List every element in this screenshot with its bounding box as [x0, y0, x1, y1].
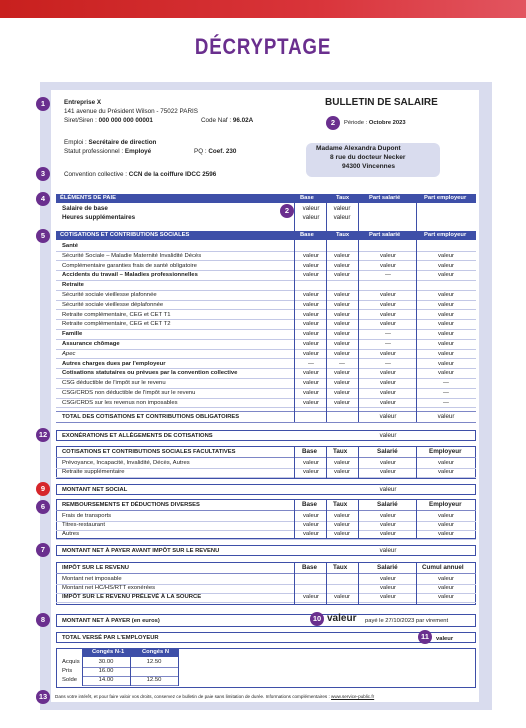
- col-salarie: Salarié: [377, 564, 398, 571]
- conges-divider: [130, 648, 131, 686]
- siret-value: 000 000 000 00001: [98, 117, 153, 124]
- cotisation-cell: —: [385, 360, 391, 367]
- cotisation-cell: valeur: [302, 311, 320, 318]
- conges-cell: 12.50: [146, 659, 162, 665]
- col-part-employeur: Part employeur: [424, 195, 467, 201]
- facultatives-cell: valeur: [379, 469, 397, 475]
- cotisation-row-label: Autres charges dues par l'employeur: [62, 360, 166, 367]
- cotisation-row-label: Accidents du travail – Maladies professionnelles: [62, 272, 198, 279]
- emploi-label: Emploi :: [64, 139, 87, 146]
- statut-label: Statut professionnel :: [64, 148, 124, 155]
- col-base: Base: [300, 232, 314, 238]
- employee-city: 94300 Vincennes: [342, 163, 396, 170]
- cotisation-cell: valeur: [437, 350, 455, 357]
- remboursements-row-label: Autres: [62, 531, 80, 537]
- employer-address: 141 avenue du Président Wilson - 75022 PARIS: [64, 108, 198, 115]
- cotisation-cell: valeur: [333, 321, 351, 328]
- remboursements-cell: valeur: [379, 531, 397, 537]
- remboursements-row-label: Titres-restaurant: [62, 522, 105, 528]
- employer-siret: [64, 117, 153, 125]
- cotisation-row-label: Assurance chômage: [62, 341, 120, 347]
- badge-13: 13: [36, 690, 50, 704]
- column-divider: [294, 194, 295, 422]
- elements-row-label: Salaire de base: [62, 205, 108, 212]
- col-base: Base: [300, 195, 314, 201]
- col-salarie: Salarié: [377, 448, 398, 455]
- badge-9: 9: [36, 482, 50, 496]
- facultatives-cell: valeur: [437, 469, 455, 475]
- badge-1: 1: [36, 97, 50, 111]
- cotisation-row-label: CSG/CRDS non déductible de l'impôt sur le revenu: [62, 390, 196, 396]
- net-a-payer-note: payé le 27/10/2023 par virement: [365, 618, 449, 624]
- column-divider: [326, 562, 327, 605]
- employee-name: Madame Alexandra Dupont: [316, 145, 401, 152]
- cotisation-cell: valeur: [333, 331, 351, 338]
- elements-cell: valeur: [333, 214, 351, 221]
- remboursements-cell: valeur: [437, 522, 455, 528]
- column-divider: [416, 562, 417, 605]
- net-avant-impot-label: MONTANT NET À PAYER AVANT IMPÔT SUR LE REVENU: [62, 548, 220, 554]
- badge-12: 12: [36, 428, 50, 442]
- cotisation-cell: valeur: [302, 301, 320, 308]
- net-a-payer-label: MONTANT NET À PAYER (en euros): [62, 618, 160, 624]
- divider: [56, 573, 476, 574]
- col-conges-n-1: Congés N-1: [92, 649, 125, 655]
- cotisation-cell: valeur: [333, 341, 351, 347]
- remboursements-title: REMBOURSEMENTS ET DÉDUCTIONS DIVERSES: [62, 502, 200, 508]
- col-conges-n: Congés N: [142, 649, 170, 655]
- net-a-payer-value: valeur: [327, 613, 357, 624]
- cotisation-cell: valeur: [302, 272, 320, 279]
- impot-cell: valeur: [437, 594, 455, 600]
- impot-cell: valeur: [379, 594, 397, 600]
- column-divider: [416, 446, 417, 479]
- conges-cell: 14.00: [98, 677, 114, 683]
- impot-cell: valeur: [437, 576, 455, 582]
- impot-row-label: Montant net HC/HS/RTT exonérées: [62, 585, 156, 591]
- cotisation-cell: valeur: [437, 311, 455, 318]
- col-part-salarie: Part salarié: [369, 232, 401, 238]
- exonerations-value: valeur: [379, 432, 397, 439]
- cotisation-cell: valeur: [379, 370, 397, 377]
- cotisation-cell: valeur: [333, 301, 351, 308]
- cotisation-row-label: Sécurité sociale vieillesse déplafonnée: [62, 301, 164, 308]
- facultatives-cell: valeur: [302, 469, 320, 475]
- col-taux: Taux: [336, 195, 350, 201]
- cotisations-total-salarie: valeur: [379, 413, 397, 420]
- employee-street: 8 rue du docteur Necker: [330, 154, 406, 161]
- cotisation-cell: valeur: [333, 252, 351, 259]
- net-avant-impot-value: valeur: [379, 547, 397, 554]
- impot-title: IMPÔT SUR LE REVENU: [62, 565, 129, 571]
- cotisations-total-line: [56, 411, 476, 412]
- cotisation-cell: valeur: [379, 399, 397, 406]
- cotisation-cell: valeur: [379, 252, 397, 259]
- cotisation-row-label: Famille: [62, 331, 83, 338]
- col-cumul: Cumul annuel: [422, 564, 464, 571]
- conges-cell: 30.00: [98, 659, 114, 665]
- impot-row-label: IMPÔT SUR LE REVENU PRÉLEVÉ À LA SOURCE: [62, 594, 202, 600]
- pq: [194, 148, 236, 156]
- cotisation-cell: valeur: [333, 350, 351, 357]
- facultatives-cell: valeur: [302, 460, 320, 466]
- cotisation-cell: —: [443, 399, 449, 406]
- remboursements-cell: valeur: [379, 522, 397, 528]
- column-divider: [326, 446, 327, 479]
- conges-cell: 12.50: [146, 677, 162, 683]
- cotisation-cell: —: [443, 380, 449, 387]
- elements-cell: valeur: [333, 205, 351, 212]
- col-taux: Taux: [333, 448, 348, 455]
- col-base: Base: [302, 564, 318, 571]
- employer-naf: [201, 117, 253, 125]
- cotisation-cell: valeur: [333, 292, 351, 298]
- cotisation-cell: valeur: [302, 252, 320, 259]
- exonerations-label: EXONÉRATIONS ET ALLÈGEMENTS DE COTISATIONS: [62, 433, 213, 439]
- conges-divider: [178, 648, 179, 686]
- facultatives-cell: valeur: [333, 460, 351, 466]
- cotisation-cell: valeur: [302, 321, 320, 328]
- cotisation-cell: valeur: [379, 390, 397, 396]
- impot-cell: valeur: [379, 585, 397, 591]
- remboursements-cell: valeur: [302, 513, 320, 519]
- column-divider: [294, 562, 295, 605]
- cotisation-cell: valeur: [379, 321, 397, 328]
- net-social-label: MONTANT NET SOCIAL: [62, 487, 128, 493]
- remboursements-cell: valeur: [437, 531, 455, 537]
- total-employeur-label: TOTAL VERSÉ PAR L'EMPLOYEUR: [62, 635, 159, 641]
- cotisation-cell: valeur: [379, 262, 397, 269]
- badge-6: 6: [36, 500, 50, 514]
- remboursements-cell: valeur: [333, 522, 351, 528]
- divider: [56, 422, 476, 423]
- column-divider: [326, 194, 327, 422]
- cotisation-cell: valeur: [437, 272, 455, 279]
- col-employeur: Employeur: [429, 448, 462, 455]
- facultatives-cell: valeur: [333, 469, 351, 475]
- cotisation-cell: valeur: [437, 341, 455, 347]
- badge-4: 4: [36, 192, 50, 206]
- badge-2: 2: [326, 116, 340, 130]
- cotisation-cell: valeur: [437, 370, 455, 377]
- periode: [344, 119, 406, 127]
- periode-label: Période :: [344, 120, 368, 126]
- statut-value: Employé: [124, 148, 152, 155]
- divider: [56, 510, 476, 511]
- column-divider: [416, 499, 417, 539]
- remboursements-cell: valeur: [302, 522, 320, 528]
- badge-3: 3: [36, 167, 50, 181]
- emploi: [64, 139, 156, 147]
- facultatives-row-label: Prévoyance, Incapacité, Invalidité, Décès, Autres: [62, 460, 190, 466]
- badge-8: 8: [36, 613, 50, 627]
- badge-2b: 2: [280, 204, 294, 218]
- row-divider: [56, 602, 476, 603]
- facultatives-row-label: Retraite supplémentaire: [62, 469, 125, 475]
- elements-header: [56, 194, 476, 203]
- column-divider: [326, 499, 327, 539]
- convention-value: CCN de la coiffure IDCC 2596: [128, 171, 217, 178]
- row-divider: [56, 539, 476, 540]
- pq-label: PQ :: [194, 148, 207, 155]
- cotisation-cell: valeur: [302, 370, 320, 377]
- cotisations-total-employeur: valeur: [437, 413, 455, 420]
- conges-row-label: Acquis: [62, 659, 80, 665]
- cotisation-row-label: Cotisations statutaires ou prévues par la convention collective: [62, 370, 238, 377]
- col-base: Base: [302, 448, 318, 455]
- conges-divider: [82, 648, 83, 686]
- cotisations-title: COTISATIONS ET CONTRIBUTIONS SOCIALES: [60, 232, 190, 238]
- elements-row-label: Heures supplémentaires: [62, 214, 136, 221]
- divider: [56, 457, 476, 458]
- cotisation-cell: valeur: [302, 341, 320, 347]
- employer-name: Entreprise X: [64, 99, 102, 106]
- column-divider: [358, 446, 359, 479]
- cotisation-cell: valeur: [379, 311, 397, 318]
- cotisation-cell: —: [443, 390, 449, 396]
- cotisation-row-label: Santé: [62, 243, 79, 249]
- cotisation-row-label: Retraite: [62, 282, 84, 289]
- impot-row-label: Montant net imposable: [62, 576, 122, 582]
- row-divider: [56, 280, 476, 281]
- siret-label: Siret/Siren :: [64, 117, 97, 124]
- cotisation-cell: valeur: [333, 370, 351, 377]
- elements-cell: valeur: [302, 214, 320, 221]
- cotisation-cell: valeur: [333, 272, 351, 279]
- column-divider: [358, 499, 359, 539]
- convention-label: Convention collective :: [64, 171, 128, 178]
- cotisation-cell: valeur: [333, 399, 351, 406]
- emploi-value: Secrétaire de direction: [88, 139, 157, 146]
- column-divider: [294, 499, 295, 539]
- conges-cell: 16.00: [98, 668, 114, 674]
- cotisation-row-label: Retraite complémentaire, CEG et CET T2: [62, 321, 171, 328]
- cotisation-cell: valeur: [379, 292, 397, 298]
- top-banner: [0, 0, 526, 18]
- net-social-value: valeur: [379, 486, 397, 493]
- page-title: DÉCRYPTAGE: [194, 34, 332, 59]
- cotisation-row-label: Apec: [62, 350, 76, 357]
- facultatives-cell: valeur: [437, 460, 455, 466]
- naf-label: Code Naf :: [201, 117, 232, 124]
- cotisation-cell: valeur: [302, 399, 320, 406]
- badge-5: 5: [36, 229, 50, 243]
- col-salarie: Salarié: [377, 501, 398, 508]
- remboursements-row-label: Frais de transports: [62, 513, 112, 519]
- col-employeur: Employeur: [429, 501, 462, 508]
- cotisation-cell: valeur: [437, 301, 455, 308]
- cotisation-cell: valeur: [437, 360, 455, 367]
- cotisation-cell: valeur: [333, 380, 351, 387]
- cotisation-cell: valeur: [302, 350, 320, 357]
- col-base: Base: [302, 501, 318, 508]
- footer-text: Dans votre intérêt, et pour faire valoir vos droits, conservez ce bulletin de paie sans limitation de durée. Informations complémentaires :: [55, 694, 330, 699]
- impot-cell: valeur: [302, 594, 320, 600]
- badge-10: 10: [310, 612, 324, 626]
- footer-link[interactable]: www.service-public.fr: [331, 694, 375, 699]
- cotisation-row-label: Sécurité sociale vieillesse plafonnée: [62, 292, 157, 298]
- cotisation-cell: —: [385, 331, 391, 338]
- pq-value: Coef. 230: [208, 148, 237, 155]
- column-divider: [358, 562, 359, 605]
- elements-title: ÉLÉMENTS DE PAIE: [60, 195, 116, 201]
- column-divider: [358, 194, 359, 422]
- cotisation-cell: valeur: [302, 390, 320, 396]
- cotisation-cell: —: [308, 360, 314, 367]
- col-taux: Taux: [333, 501, 348, 508]
- cotisation-cell: valeur: [333, 262, 351, 269]
- naf-value: 96.02A: [232, 117, 254, 124]
- facultatives-title: COTISATIONS ET CONTRIBUTIONS SOCIALES FACULTATIVES: [62, 449, 236, 455]
- col-taux: Taux: [336, 232, 350, 238]
- cotisation-row-label: CSG déductible de l'impôt sur le revenu: [62, 380, 166, 387]
- cotisation-cell: valeur: [437, 321, 455, 328]
- cotisation-cell: —: [385, 272, 391, 279]
- total-employeur-value: valeur: [436, 636, 454, 642]
- cotisation-row-label: Sécurité Sociale – Maladie Maternité Invalidité Décès: [62, 252, 202, 259]
- periode-value: Octobre 2023: [368, 120, 406, 126]
- cotisation-cell: valeur: [302, 331, 320, 338]
- convention: [64, 171, 216, 179]
- cotisation-cell: valeur: [437, 262, 455, 269]
- cotisation-row-label: Complémentaire garanties frais de santé obligatoire: [62, 262, 197, 269]
- badge-11: 11: [418, 630, 432, 644]
- col-taux: Taux: [333, 564, 348, 571]
- remboursements-cell: valeur: [302, 531, 320, 537]
- cotisation-cell: valeur: [379, 301, 397, 308]
- cotisation-row-label: Retraite complémentaire, CEG et CET T1: [62, 311, 171, 318]
- facultatives-cell: valeur: [379, 460, 397, 466]
- conges-row-label: Solde: [62, 677, 78, 683]
- row-divider: [56, 407, 476, 408]
- cotisation-cell: valeur: [333, 390, 351, 396]
- remboursements-cell: valeur: [437, 513, 455, 519]
- column-divider: [294, 446, 295, 479]
- remboursements-cell: valeur: [333, 513, 351, 519]
- cotisation-cell: —: [339, 360, 345, 367]
- cotisation-cell: —: [385, 341, 391, 347]
- conges-row-label: Pris: [62, 668, 73, 674]
- col-part-salarie: Part salarié: [369, 195, 401, 201]
- badge-7: 7: [36, 543, 50, 557]
- cotisations-total-label: TOTAL DES COTISATIONS ET CONTRIBUTIONS OBLIGATOIRES: [62, 414, 240, 420]
- cotisation-row-label: CSG/CRDS sur les revenus non imposables: [62, 399, 178, 406]
- statut: [64, 148, 151, 156]
- cotisation-cell: valeur: [379, 380, 397, 387]
- impot-cell: valeur: [437, 585, 455, 591]
- cotisation-cell: valeur: [437, 331, 455, 338]
- col-part-employeur: Part employeur: [424, 232, 467, 238]
- bulletin-title: BULLETIN DE SALAIRE: [325, 97, 438, 108]
- remboursements-cell: valeur: [379, 513, 397, 519]
- cotisation-cell: valeur: [302, 262, 320, 269]
- cotisation-cell: valeur: [437, 252, 455, 259]
- impot-cell: valeur: [333, 594, 351, 600]
- cotisation-cell: valeur: [302, 292, 320, 298]
- impot-cell: valeur: [379, 576, 397, 582]
- cotisations-header: [56, 231, 476, 240]
- cotisation-cell: valeur: [333, 311, 351, 318]
- footer-note: [55, 693, 374, 701]
- cotisation-cell: valeur: [379, 350, 397, 357]
- cotisation-cell: valeur: [302, 380, 320, 387]
- column-divider: [416, 194, 417, 422]
- remboursements-cell: valeur: [333, 531, 351, 537]
- cotisation-cell: valeur: [437, 292, 455, 298]
- row-divider: [56, 477, 476, 478]
- elements-cell: valeur: [302, 205, 320, 212]
